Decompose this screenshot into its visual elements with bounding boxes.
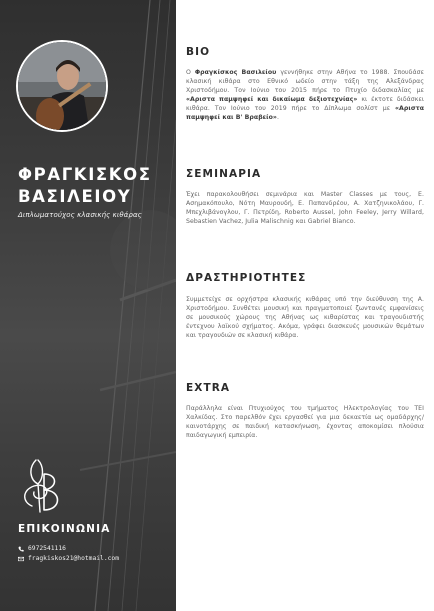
profile-photo — [16, 40, 108, 132]
profile-subtitle: Διπλωματούχος κλασικής κιθάρας — [18, 211, 142, 219]
email-address: fragkiskos21@hotmail.com — [28, 555, 119, 562]
sidebar — [0, 0, 176, 611]
bio-text — [186, 68, 424, 123]
contact-phone[interactable] — [18, 545, 66, 552]
phone-icon — [18, 546, 24, 552]
phone-number: 6972541116 — [28, 545, 66, 552]
bio-text-part4: . — [276, 114, 280, 122]
bio-text-part3: κι έκτοτε διδάσκει κιθάρα. Τον Ιούνιο του 2019 πήρε το Δίπλωμα σολίστ με — [186, 96, 424, 113]
activities-text: Συμμετείχε σε ορχήστρα κλασικής κιθάρας υπό την διεύθυνση της Α. Χριστοδήμου. Συνθέτει μουσική και πραγματοποιεί ζωντανές εμφανίσεις σε μουσικούς χώρους της Αθήνας ως κιθαρίστας και τραγουδιστής έντεχνου λαϊκού σχήματος. Ακόμα, γράφει διασκευές μουσικών θεμάτων και τραγουδιών σε κλασική κιθάρα. — [186, 296, 424, 340]
name-first: ΦΡΑΓΚΙΣΚΟΣ — [18, 165, 152, 184]
bio-heading: BIO — [186, 46, 211, 58]
contact-email[interactable] — [18, 555, 119, 562]
seminars-heading: ΣΕΜΙΝΑΡΙΑ — [186, 168, 262, 180]
main-content — [186, 0, 424, 611]
bio-text-part1: Ο — [186, 69, 195, 76]
profile-photo-image — [18, 42, 108, 132]
full-name — [18, 164, 176, 208]
bio-text-part2: γεννήθηκε στην Αθήνα το 1988. Σπουδάσε κλασική κιθάρα στο Εθνικό ωδείο στην τάξη της Αλεξάνδρας Χριστοδήμου. Τον Ιούνιο του 2015 πήρε το Πτυχίο διδασκαλίας με — [186, 69, 424, 95]
seminars-text: Έχει παρακολουθήσει σεμινάρια και Master Classes με τους, Ε. Ασημακόπουλο, Νότη Μαυρουδή, Ε. Παπανδρέου, Α. Χατζηνικολάου, Γ. Μπεχλιβάνογλου, Γ. Πετρίδη, Roberto Aussel, John Feeley, Jerry Willard, Sebastien Vachez, Julia Malischnig και Gabriel Bianco. — [186, 191, 424, 226]
bio-name-bold: Φραγκίσκος Βασιλείου — [194, 69, 277, 76]
bio-soloist-bold: «Αριστα παμψηφεί και Β' Βραβείο» — [186, 105, 424, 122]
activities-heading: ΔΡΑΣΤΗΡΙΟΤΗΤΕΣ — [186, 272, 307, 284]
bio-diploma-bold: «Αριστα παμψηφεί και δικαίωμα δεξιοτεχνίας» — [186, 96, 358, 104]
contact-heading: ΕΠΙΚΟΙΝΩΝΙΑ — [18, 523, 111, 535]
envelope-icon — [18, 556, 24, 562]
name-last: ΒΑΣΙΛΕΙΟΥ — [18, 187, 132, 206]
extra-text: Παράλληλα είναι Πτυχιούχος του τμήματος Ηλεκτρολογίας του ΤΕΙ Χαλκίδας. Στο παρελθόν έχει εργασθεί για μια δεκαετία ως ομαδάρχης/καινοτάρχης σε παιδική κατασκήνωση, έχοντας αποκομίσει πλούσια παιδαγωγική εμπειρία. — [186, 405, 424, 440]
extra-heading: EXTRA — [186, 382, 231, 394]
treble-clef-b-logo — [14, 454, 76, 516]
